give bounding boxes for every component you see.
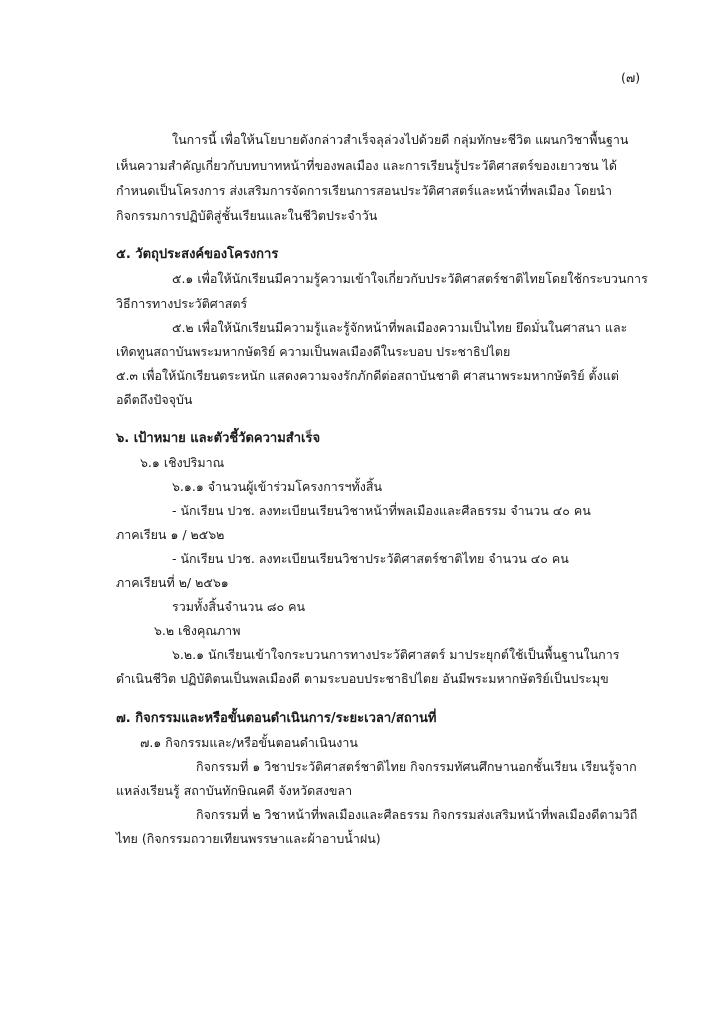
- text-line: ๖.๑.๑ จำนวนผู้เข้าร่วมโครงการฯทั้งสิ้น: [172, 479, 383, 494]
- text-line: ภาคเรียนที่ ๒/ ๒๕๖๑: [116, 575, 229, 590]
- text-line: ดำเนินชีวิต ปฏิบัติตนเป็นพลเมืองดี ตามระบอบประชาธิปไตย อันมีพระมหากษัตริย์เป็นประมุข: [116, 671, 609, 686]
- text-line: ในการนี้ เพื่อให้นโยบายดังกล่าวสำเร็จลุล่วงไปด้วยดี กลุ่มทักษะชีวิต แผนกวิชาพื้นฐาน: [172, 132, 629, 147]
- section-heading: ๖. เป้าหมาย และตัวชี้วัดความสำเร็จ: [116, 431, 321, 446]
- text-line: ๕.๑ เพื่อให้นักเรียนมีความรู้ความเข้าใจเกี่ยวกับประวัติศาสตร์ชาติไทยโดยใช้กระบวนการ: [172, 271, 648, 286]
- text-line: วิธีการทางประวัติศาสตร์: [116, 296, 248, 311]
- text-line: ๕.๒ เพื่อให้นักเรียนมีความรู้และรู้จักหน้าที่พลเมืองความเป็นไทย ยึดมั่นในศาสนา และ: [172, 320, 628, 335]
- text-line: เห็นความสำคัญเกี่ยวกับบทบาทหน้าที่ของพลเมือง และการเรียนรู้ประวัติศาสตร์ของเยาวชน ได้: [116, 158, 618, 173]
- text-line: กิจกรรมที่ ๑ วิชาประวัติศาสตร์ชาติไทย กิจกรรมทัศนศึกษานอกชั้นเรียน เรียนรู้จาก: [196, 759, 637, 774]
- text-line: รวมทั้งสิ้นจำนวน ๘๐ คน: [172, 599, 306, 614]
- text-line: ๕.๓ เพื่อให้นักเรียนตระหนัก แสดงความจงรักภักดีต่อสถาบันชาติ ศาสนาพระมหากษัตริย์ ตั้งแต่: [116, 368, 619, 383]
- page-number: (๗): [621, 70, 641, 85]
- text-line: ไทย (กิจกรรมถวายเทียนพรรษาและผ้าอาบน้ำฝน): [116, 831, 381, 846]
- text-line: กิจกรรมการปฏิบัติสู่ชั้นเรียนและในชีวิตประจำวัน: [116, 208, 378, 223]
- text-line: กำหนดเป็นโครงการ ส่งเสริมการจัดการเรียนการสอนประวัติศาสตร์และหน้าที่พลเมือง โดยนำ: [116, 183, 612, 198]
- text-line: แหล่งเรียนรู้ สถาบันทักษิณคดี จังหวัดสงขลา: [116, 783, 353, 798]
- text-line: - นักเรียน ปวช. ลงทะเบียนเรียนวิชาหน้าที่พลเมืองและศีลธรรม จำนวน ๔๐ คน: [172, 503, 591, 518]
- text-line: ๖.๒.๑ นักเรียนเข้าใจกระบวนการทางประวัติศาสตร์ มาประยุกต์ใช้เป็นพื้นฐานในการ: [172, 647, 620, 662]
- text-line: ๗.๑ กิจกรรมและ/หรือขั้นตอนดำเนินงาน: [140, 735, 358, 750]
- section-heading: ๗. กิจกรรมและหรือขั้นตอนดำเนินการ/ระยะเวลา/สถานที่: [116, 711, 437, 726]
- text-line: อดีตถึงปัจจุบัน: [116, 392, 193, 407]
- text-line: เทิดทูนสถาบันพระมหากษัตริย์ ความเป็นพลเมืองดีในระบอบ ประชาธิปไตย: [116, 344, 511, 359]
- section-heading: ๕. วัตถุประสงค์ของโครงการ: [116, 247, 279, 262]
- text-line: - นักเรียน ปวช. ลงทะเบียนเรียนวิชาประวัติศาสตร์ชาติไทย จำนวน ๔๐ คน: [172, 551, 569, 566]
- text-line: ๖.๑ เชิงปริมาณ: [140, 455, 225, 470]
- text-line: ภาคเรียน ๑ / ๒๕๖๒: [116, 527, 225, 542]
- text-line: ๖.๒ เชิงคุณภาพ: [154, 623, 241, 638]
- text-line: กิจกรรมที่ ๒ วิชาหน้าที่พลเมืองและศีลธรรม กิจกรรมส่งเสริมหน้าที่พลเมืองดีตามวิถี: [196, 807, 638, 822]
